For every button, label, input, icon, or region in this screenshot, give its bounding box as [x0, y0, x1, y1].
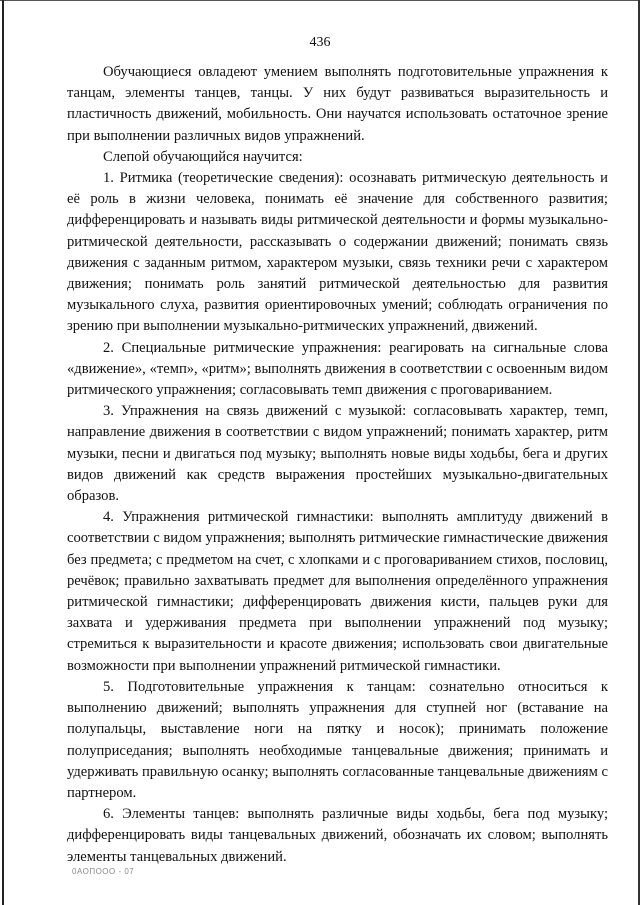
paragraph-rhythmics-theory: 1. Ритмика (теоретические сведения): осознавать ритмическую деятельность и её роль в жизни человека, понимать её значение для собственного развития; дифференцировать и называть виды ритмической деятельности и формы музыкально-ритмической деятельности, рассказывать о содержании движений; понимать связь движения с заданным ритмом, характером музыки, связь техники речи с характером движения; понимать роль занятий ритмической деятельностью для развития музыкального слуха, развития ориентировочных умений; соблюдать ограничения по зрению при выполнении музыкально-ритмических упражнений, движений. — [67, 170, 608, 335]
paragraph-preparatory-dance-exercises: 5. Подготовительные упражнения к танцам: сознательно относиться к выполнению движений; выполнять упражнения для ступней ног (вставание на полупальцы, выставление ноги на пятку и носок); принимать положение полуприседания; выполнять необходимые танцевальные движения; принимать и удерживать правильную осанку; выполнять согласованные танцевальные движениям с партнером. — [67, 678, 608, 801]
document-body — [67, 62, 608, 868]
scan-border-left — [2, 0, 4, 905]
paragraph-rhythmic-gymnastics: 4. Упражнения ритмической гимнастики: выполнять амплитуду движений в соответствии с видом упражнения; выполнять ритмические гимнастические движения без предмета; с предметом на счет, с хлопками и с проговариванием стихов, пословиц, речёвок; правильно захватывать предмет для выполнения определённого упражнения ритмической гимнастики; дифференцировать движения кисти, пальцев руки для захвата и удерживания предмета при выполнении упражнений под музыку; стремиться к выразительности и красоте движения; использовать свои двигательные возможности при выполнении упражнений ритмической гимнастики. — [67, 509, 608, 674]
paragraph-dance-elements: 6. Элементы танцев: выполнять различные виды ходьбы, бега под музыку; дифференцировать виды танцевальных движений, обозначать их словом; выполнять элементы танцевальных движений. — [67, 806, 608, 865]
paragraph-movement-music-exercises: 3. Упражнения на связь движений с музыкой: согласовывать характер, темп, направление движения в соответствии с видом упражнений; понимать характер, ритм музыки, песни и двигаться под музыку; выполнять новые виды ходьбы, бега и других видов движений как средств выражения простейших музыкально-двигательных образов. — [67, 403, 608, 505]
scan-border-top — [0, 0, 640, 1]
page-number: 436 — [309, 35, 331, 50]
footer-document-code: 0АОПООО - 07 — [72, 867, 135, 876]
paragraph-special-rhythmic-exercises: 2. Специальные ритмические упражнения: реагировать на сигнальные слова «движение», «темп», «ритм»; выполнять движения в соответствии с освоенным видом ритмического упражнения; согласовывать темп движения с проговариванием. — [67, 339, 608, 399]
paragraph-blind-student-will-learn: Слепой обучающийся научится: — [103, 148, 303, 165]
paragraph-intro: Обучающиеся овладеют умением выполнять подготовительные упражнения к танцам, элементы танцев, танцы. У них будут развиваться выразительность и пластичность движений, мобильность. Они научатся использовать остаточное зрение при выполнении различных видов упражнений. — [67, 64, 608, 144]
